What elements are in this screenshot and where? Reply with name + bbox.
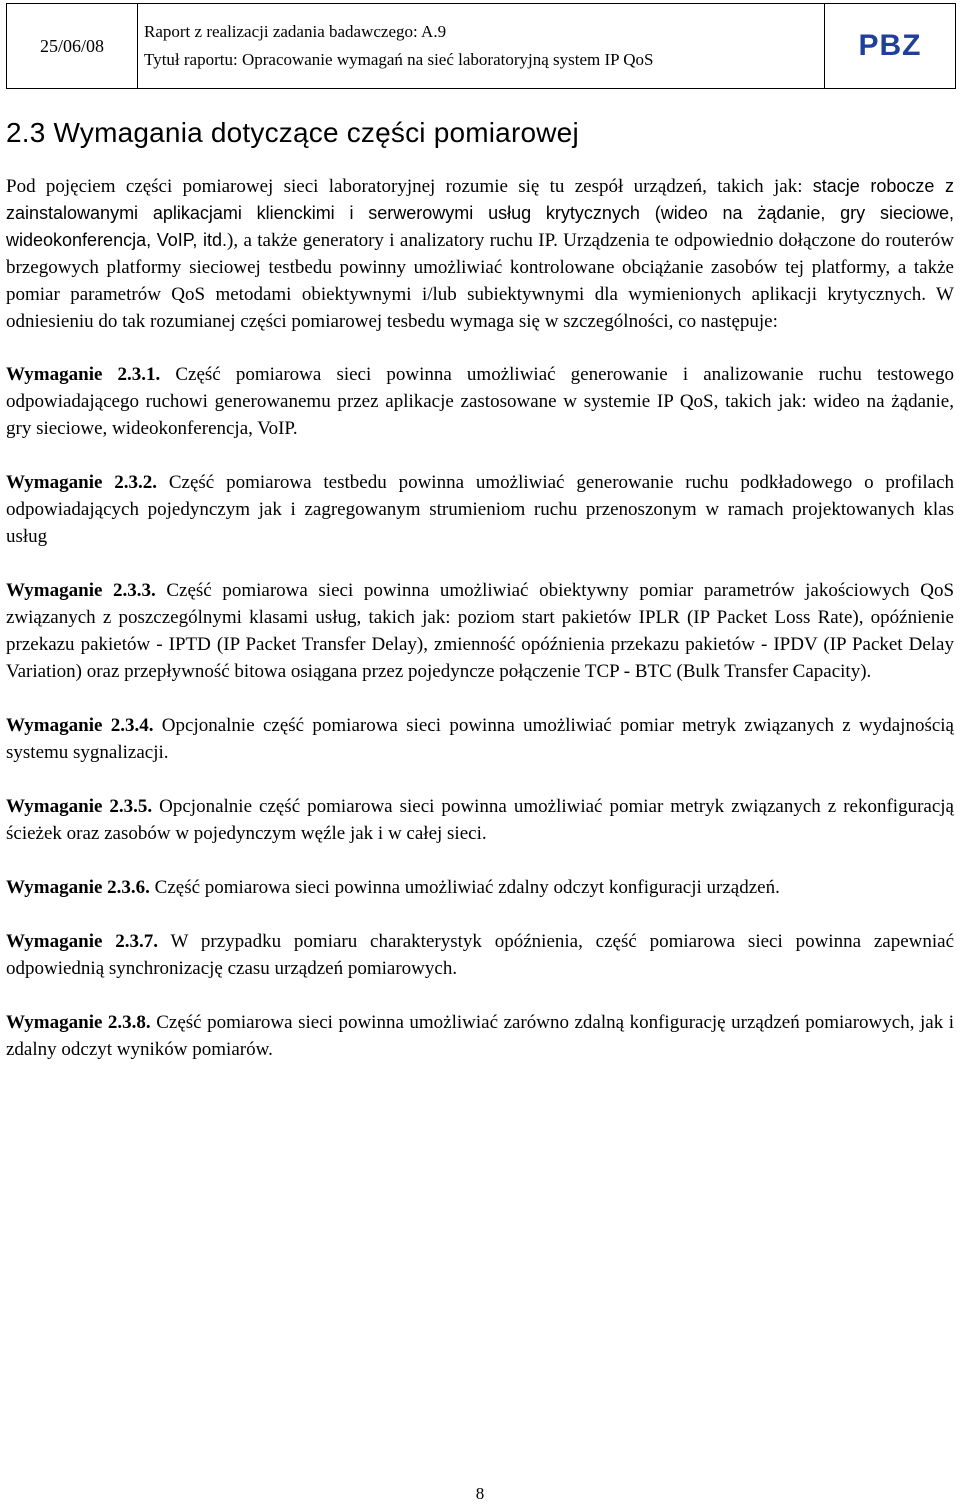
section-title: 2.3 Wymagania dotyczące części pomiarowej bbox=[6, 117, 579, 148]
requirement-2-3-5 bbox=[6, 793, 954, 847]
intro-text-1: Pod pojęciem części pomiarowej sieci laboratoryjnej rozumie się tu zespół urządzeń, takich jak: bbox=[6, 176, 813, 197]
requirement-2-3-8 bbox=[6, 1009, 954, 1063]
requirement-label: Wymaganie 2.3.1. bbox=[6, 364, 161, 385]
header-info bbox=[138, 4, 825, 89]
requirement-text: W przypadku pomiaru charakterystyk opóźnienia, część pomiarowa sieci powinna zapewniać odpowiednią synchronizację czasu urządzeń pomiarowych. bbox=[6, 931, 954, 979]
requirement-2-3-6 bbox=[6, 874, 954, 901]
requirement-label: Wymaganie 2.3.3. bbox=[6, 580, 156, 601]
requirement-text: Część pomiarowa sieci powinna umożliwiać zdalny odczyt konfiguracji urządzeń. bbox=[149, 877, 780, 898]
intro-paragraph bbox=[6, 173, 954, 335]
requirement-2-3-4 bbox=[6, 712, 954, 766]
requirement-2-3-3 bbox=[6, 577, 954, 685]
requirement-2-3-1 bbox=[6, 361, 954, 442]
requirement-label: Wymaganie 2.3.8. bbox=[6, 1012, 151, 1033]
requirement-label: Wymaganie 2.3.2. bbox=[6, 472, 158, 493]
pbz-logo: PBZ bbox=[825, 4, 956, 89]
page-header bbox=[6, 3, 956, 89]
header-title-line: Tytuł raportu: Opracowanie wymagań na sieć laboratoryjną system IP QoS bbox=[144, 50, 654, 69]
requirement-2-3-7 bbox=[6, 928, 954, 982]
requirement-label: Wymaganie 2.3.7. bbox=[6, 931, 158, 952]
requirement-text: Część pomiarowa testbedu powinna umożliwiać generowanie ruchu podkładowego o profilach odpowiadających pojedynczym jak i zagregowanym strumieniom ruchu przenoszonym w ramach projektowanych klas usług bbox=[6, 472, 954, 547]
requirement-text: Część pomiarowa sieci powinna umożliwiać zarówno zdalną konfigurację urządzeń pomiarowych, jak i zdalny odczyt wyników pomiarów. bbox=[6, 1012, 954, 1060]
header-report-line: Raport z realizacji zadania badawczego: A.9 bbox=[144, 22, 447, 41]
page-number: 8 bbox=[475, 1484, 485, 1503]
requirement-text: Opcjonalnie część pomiarowa sieci powinna umożliwiać pomiar metryk związanych z rekonfiguracją ścieżek oraz zasobów w pojedynczym węźle jak i w całej sieci. bbox=[6, 796, 954, 844]
requirement-2-3-2 bbox=[6, 469, 954, 550]
requirement-label: Wymaganie 2.3.4. bbox=[6, 715, 154, 736]
document-body bbox=[6, 173, 954, 1090]
requirement-text: Część pomiarowa sieci powinna umożliwiać generowanie i analizowanie ruchu testowego odpowiadającego ruchowi generowanemu przez aplikacje zastosowane w systemie IP QoS, takich jak: wideo na żądanie, gry sieciowe, wideokonferencja, VoIP. bbox=[6, 364, 954, 439]
requirement-text: Opcjonalnie część pomiarowa sieci powinna umożliwiać pomiar metryk związanych z wydajnością systemu sygnalizacji. bbox=[6, 715, 954, 763]
intro-text-3: ), a także generatory i analizatory ruchu IP. Urządzenia te odpowiednio dołączone do routerów brzegowych platformy sieciowej testbedu powinny umożliwiać kontrolowane obciążanie zasobów tej platformy, a także pomiar parametrów QoS metodami obiektywnymi i/lub subiektywnymi dla wymienionych aplikacji krytycznych. W odniesieniu do tak rozumianej części pomiarowej tesbedu wymaga się w szczególności, co następuje: bbox=[6, 230, 954, 332]
header-date: 25/06/08 bbox=[7, 4, 138, 89]
requirement-label: Wymaganie 2.3.5. bbox=[6, 796, 153, 817]
intro-text-2: stacje robocze z zainstalowanymi aplikacjami klienckimi i serwerowymi usług krytycznych (wideo na żądanie, gry sieciowe, wideokonferencja, VoIP, itd. bbox=[6, 176, 954, 250]
requirement-label: Wymaganie 2.3.6. bbox=[6, 877, 150, 898]
requirement-text: Część pomiarowa sieci powinna umożliwiać obiektywny pomiar parametrów jakościowych QoS związanych z poszczególnymi klasami usług, takich jak: poziom start pakietów IPLR (IP Packet Loss Rate), opóźnienie przekazu pakietów - IPTD (IP Packet Transfer Delay), zmienność opóźnienia przekazu pakietów - IPDV (IP Packet Delay Variation) oraz przepływność bitowa osiągana przez pojedyncze połączenie TCP - BTC (Bulk Transfer Capacity). bbox=[6, 580, 955, 682]
